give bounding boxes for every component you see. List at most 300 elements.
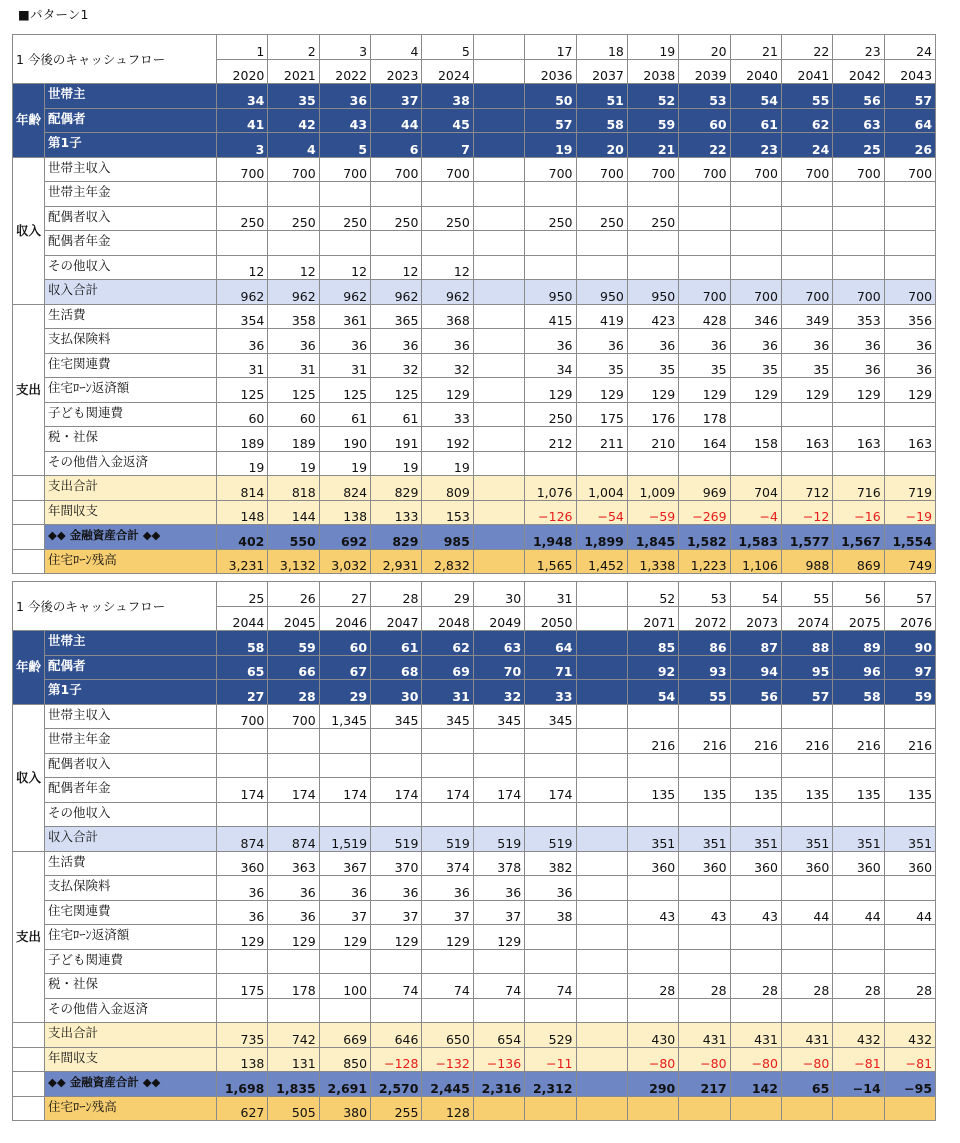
value-cell: 35: [781, 353, 832, 378]
value-cell: 65: [781, 1072, 832, 1097]
value-cell: [833, 231, 884, 256]
value-cell: 51: [576, 84, 627, 109]
value-cell: 191: [371, 427, 422, 452]
value-cell: 125: [371, 378, 422, 403]
value-cell: 36: [371, 876, 422, 901]
value-cell: 700: [884, 280, 935, 305]
value-cell: 28: [679, 974, 730, 999]
value-cell: 87: [730, 631, 781, 656]
value-cell: [576, 655, 627, 680]
value-cell: [627, 949, 678, 974]
value-cell: [319, 802, 370, 827]
year: 2076: [884, 606, 935, 631]
value-cell: −81: [884, 1047, 935, 1072]
row-label: 住宅ﾛｰﾝ返済額: [45, 925, 217, 950]
value-cell: [679, 876, 730, 901]
value-cell: 56: [833, 84, 884, 109]
loan-balance-row: [13, 549, 936, 574]
value-cell: [217, 802, 268, 827]
year: 2038: [627, 59, 678, 84]
value-cell: −269: [679, 500, 730, 525]
value-cell: −12: [781, 500, 832, 525]
value-cell: 36: [268, 876, 319, 901]
value-cell: 432: [833, 1023, 884, 1048]
value-cell: 28: [730, 974, 781, 999]
year: 2046: [319, 606, 370, 631]
value-cell: 148: [217, 500, 268, 525]
value-cell: [473, 427, 524, 452]
value-cell: 19: [422, 451, 473, 476]
value-cell: 351: [730, 827, 781, 852]
value-cell: 59: [627, 108, 678, 133]
year: 2074: [781, 606, 832, 631]
value-cell: 129: [730, 378, 781, 403]
value-cell: 735: [217, 1023, 268, 1048]
value-cell: 95: [781, 655, 832, 680]
value-cell: 35: [268, 84, 319, 109]
value-cell: 356: [884, 304, 935, 329]
value-cell: [884, 402, 935, 427]
value-cell: 829: [371, 525, 422, 550]
value-cell: −80: [730, 1047, 781, 1072]
value-cell: [679, 949, 730, 974]
value-cell: 351: [884, 827, 935, 852]
value-cell: [268, 949, 319, 974]
value-cell: 74: [422, 974, 473, 999]
value-cell: [576, 182, 627, 207]
period-number: 54: [730, 582, 781, 607]
cashflow-table: [12, 581, 936, 1121]
value-cell: 962: [319, 280, 370, 305]
expense-row: [13, 851, 936, 876]
value-cell: 74: [525, 974, 576, 999]
value-cell: 63: [473, 631, 524, 656]
value-cell: 962: [371, 280, 422, 305]
value-cell: [730, 231, 781, 256]
value-cell: 216: [679, 729, 730, 754]
value-cell: [576, 1072, 627, 1097]
value-cell: [833, 451, 884, 476]
value-cell: 43: [679, 900, 730, 925]
value-cell: 175: [217, 974, 268, 999]
value-cell: 19: [268, 451, 319, 476]
expense-row: [13, 304, 936, 329]
value-cell: 34: [525, 353, 576, 378]
income-row: [13, 231, 936, 256]
value-cell: 370: [371, 851, 422, 876]
value-cell: 66: [268, 655, 319, 680]
value-cell: 3,132: [268, 549, 319, 574]
value-cell: 1,452: [576, 549, 627, 574]
income-row: [13, 704, 936, 729]
value-cell: [473, 108, 524, 133]
value-cell: 163: [833, 427, 884, 452]
expense-total-row: [13, 1023, 936, 1048]
value-cell: 950: [525, 280, 576, 305]
value-cell: 704: [730, 476, 781, 501]
value-cell: [730, 753, 781, 778]
value-cell: 874: [268, 827, 319, 852]
value-cell: [473, 378, 524, 403]
value-cell: [627, 998, 678, 1023]
value-cell: [371, 182, 422, 207]
value-cell: 1,519: [319, 827, 370, 852]
row-spacer: [13, 549, 45, 574]
value-cell: 550: [268, 525, 319, 550]
value-cell: [679, 182, 730, 207]
year: 2050: [525, 606, 576, 631]
value-cell: 12: [422, 255, 473, 280]
value-cell: 360: [781, 851, 832, 876]
expense-row: [13, 876, 936, 901]
row-label: 配偶者収入: [45, 753, 217, 778]
row-spacer: [13, 1047, 45, 1072]
row-label: ◆◆ 金融資産合計 ◆◆: [45, 1072, 217, 1097]
expense-row: [13, 402, 936, 427]
period-number: 24: [884, 35, 935, 60]
value-cell: 212: [525, 427, 576, 452]
value-cell: 129: [422, 925, 473, 950]
value-cell: [679, 1096, 730, 1121]
value-cell: 52: [627, 84, 678, 109]
value-cell: [473, 329, 524, 354]
year: 2024: [422, 59, 473, 84]
value-cell: [268, 182, 319, 207]
row-label: 住宅ﾛｰﾝ残高: [45, 549, 217, 574]
value-cell: 962: [268, 280, 319, 305]
value-cell: 1,076: [525, 476, 576, 501]
value-cell: [576, 900, 627, 925]
value-cell: [576, 998, 627, 1023]
value-cell: 60: [217, 402, 268, 427]
value-cell: 135: [679, 778, 730, 803]
period-number: 23: [833, 35, 884, 60]
value-cell: [473, 353, 524, 378]
value-cell: 129: [422, 378, 473, 403]
year: 2043: [884, 59, 935, 84]
value-cell: 12: [268, 255, 319, 280]
row-label: 支払保険料: [45, 329, 217, 354]
value-cell: 829: [371, 476, 422, 501]
value-cell: [576, 255, 627, 280]
value-cell: 36: [627, 329, 678, 354]
income-row: [13, 280, 936, 305]
value-cell: 58: [833, 680, 884, 705]
value-cell: 28: [833, 974, 884, 999]
year: 2049: [473, 606, 524, 631]
value-cell: 129: [833, 378, 884, 403]
row-label: 生活費: [45, 304, 217, 329]
value-cell: [884, 925, 935, 950]
value-cell: 55: [781, 84, 832, 109]
value-cell: [525, 949, 576, 974]
value-cell: 96: [833, 655, 884, 680]
value-cell: [576, 231, 627, 256]
value-cell: 125: [268, 378, 319, 403]
value-cell: 37: [319, 900, 370, 925]
value-cell: 346: [730, 304, 781, 329]
value-cell: −59: [627, 500, 678, 525]
table-title: 1 今後のキャッシュフロー: [13, 35, 217, 84]
value-cell: 1,582: [679, 525, 730, 550]
value-cell: 36: [473, 876, 524, 901]
value-cell: 58: [217, 631, 268, 656]
value-cell: 361: [319, 304, 370, 329]
value-cell: 135: [730, 778, 781, 803]
value-cell: 69: [422, 655, 473, 680]
value-cell: [730, 451, 781, 476]
income-row: [13, 182, 936, 207]
value-cell: [371, 753, 422, 778]
value-cell: 250: [319, 206, 370, 231]
value-cell: [473, 949, 524, 974]
income-row: [13, 753, 936, 778]
value-cell: [576, 680, 627, 705]
row-label: 収入合計: [45, 280, 217, 305]
value-cell: 692: [319, 525, 370, 550]
value-cell: 129: [576, 378, 627, 403]
row-label: 第1子: [45, 680, 217, 705]
value-cell: 129: [627, 378, 678, 403]
row-label: 配偶者年金: [45, 231, 217, 256]
row-label: ◆◆ 金融資産合計 ◆◆: [45, 525, 217, 550]
value-cell: 809: [422, 476, 473, 501]
row-label: その他借入金返済: [45, 998, 217, 1023]
value-cell: 1,567: [833, 525, 884, 550]
value-cell: [833, 206, 884, 231]
value-cell: [525, 925, 576, 950]
value-cell: [627, 753, 678, 778]
value-cell: 63: [833, 108, 884, 133]
value-cell: 7: [422, 133, 473, 158]
value-cell: 646: [371, 1023, 422, 1048]
age-category: 年齢: [13, 631, 45, 705]
year: 2040: [730, 59, 781, 84]
value-cell: 37: [473, 900, 524, 925]
value-cell: 814: [217, 476, 268, 501]
value-cell: 700: [217, 704, 268, 729]
value-cell: 43: [627, 900, 678, 925]
value-cell: 21: [627, 133, 678, 158]
value-cell: [884, 704, 935, 729]
value-cell: 88: [781, 631, 832, 656]
value-cell: [627, 802, 678, 827]
value-cell: 128: [422, 1096, 473, 1121]
value-cell: 36: [884, 353, 935, 378]
value-cell: [422, 729, 473, 754]
value-cell: 192: [422, 427, 473, 452]
value-cell: 36: [525, 876, 576, 901]
header-period-row: [13, 35, 936, 60]
value-cell: [576, 1047, 627, 1072]
value-cell: [473, 549, 524, 574]
value-cell: 216: [781, 729, 832, 754]
value-cell: 250: [525, 402, 576, 427]
value-cell: 28: [884, 974, 935, 999]
value-cell: 67: [319, 655, 370, 680]
value-cell: 351: [627, 827, 678, 852]
value-cell: [627, 451, 678, 476]
value-cell: 61: [371, 402, 422, 427]
value-cell: 869: [833, 549, 884, 574]
period-number: 31: [525, 582, 576, 607]
value-cell: 428: [679, 304, 730, 329]
value-cell: [730, 255, 781, 280]
value-cell: 45: [422, 108, 473, 133]
value-cell: 27: [217, 680, 268, 705]
period-number: 27: [319, 582, 370, 607]
value-cell: 138: [319, 500, 370, 525]
value-cell: 26: [884, 133, 935, 158]
value-cell: 360: [884, 851, 935, 876]
value-cell: [473, 402, 524, 427]
year: 2022: [319, 59, 370, 84]
value-cell: 58: [576, 108, 627, 133]
value-cell: −132: [422, 1047, 473, 1072]
value-cell: 37: [371, 900, 422, 925]
value-cell: 360: [627, 851, 678, 876]
value-cell: [781, 998, 832, 1023]
value-cell: 210: [627, 427, 678, 452]
value-cell: [525, 998, 576, 1023]
value-cell: 28: [268, 680, 319, 705]
value-cell: 35: [576, 353, 627, 378]
value-cell: 129: [525, 378, 576, 403]
value-cell: 217: [679, 1072, 730, 1097]
value-cell: 700: [679, 157, 730, 182]
value-cell: 712: [781, 476, 832, 501]
value-cell: 627: [217, 1096, 268, 1121]
value-cell: 654: [473, 1023, 524, 1048]
value-cell: 969: [679, 476, 730, 501]
value-cell: [319, 998, 370, 1023]
value-cell: 31: [217, 353, 268, 378]
value-cell: 189: [268, 427, 319, 452]
value-cell: [422, 949, 473, 974]
value-cell: [576, 729, 627, 754]
value-cell: [473, 255, 524, 280]
loan-balance-row: [13, 1096, 936, 1121]
value-cell: 31: [319, 353, 370, 378]
value-cell: [473, 133, 524, 158]
row-label: 配偶者年金: [45, 778, 217, 803]
value-cell: 850: [319, 1047, 370, 1072]
value-cell: [679, 998, 730, 1023]
value-cell: 700: [422, 157, 473, 182]
value-cell: [473, 998, 524, 1023]
value-cell: 824: [319, 476, 370, 501]
value-cell: 36: [422, 876, 473, 901]
value-cell: [473, 1096, 524, 1121]
value-cell: 1,345: [319, 704, 370, 729]
income-category: 収入: [13, 157, 45, 304]
value-cell: 59: [884, 680, 935, 705]
value-cell: 89: [833, 631, 884, 656]
value-cell: [884, 255, 935, 280]
value-cell: [473, 84, 524, 109]
value-cell: 419: [576, 304, 627, 329]
value-cell: [576, 802, 627, 827]
year: 2042: [833, 59, 884, 84]
row-label: 配偶者: [45, 655, 217, 680]
value-cell: [781, 231, 832, 256]
value-cell: 94: [730, 655, 781, 680]
value-cell: 36: [781, 329, 832, 354]
value-cell: 2,570: [371, 1072, 422, 1097]
year: 2041: [781, 59, 832, 84]
value-cell: 36: [884, 329, 935, 354]
period-number: 18: [576, 35, 627, 60]
value-cell: 368: [422, 304, 473, 329]
value-cell: 38: [422, 84, 473, 109]
period-number: 5: [422, 35, 473, 60]
value-cell: 33: [422, 402, 473, 427]
period-number: 25: [217, 582, 268, 607]
value-cell: 700: [781, 157, 832, 182]
value-cell: 32: [422, 353, 473, 378]
value-cell: 164: [679, 427, 730, 452]
value-cell: 430: [627, 1023, 678, 1048]
expense-total-row: [13, 476, 936, 501]
value-cell: [627, 231, 678, 256]
value-cell: 93: [679, 655, 730, 680]
value-cell: [371, 949, 422, 974]
value-cell: [833, 402, 884, 427]
value-cell: [884, 206, 935, 231]
value-cell: 36: [525, 329, 576, 354]
value-cell: 190: [319, 427, 370, 452]
value-cell: 35: [730, 353, 781, 378]
value-cell: [473, 231, 524, 256]
value-cell: 35: [627, 353, 678, 378]
value-cell: 700: [371, 157, 422, 182]
value-cell: [319, 729, 370, 754]
value-cell: 360: [833, 851, 884, 876]
expense-row: [13, 925, 936, 950]
value-cell: 90: [884, 631, 935, 656]
value-cell: [781, 704, 832, 729]
value-cell: [730, 206, 781, 231]
value-cell: 129: [781, 378, 832, 403]
value-cell: [525, 1096, 576, 1121]
value-cell: 71: [525, 655, 576, 680]
expense-row: [13, 353, 936, 378]
value-cell: 12: [319, 255, 370, 280]
value-cell: 431: [730, 1023, 781, 1048]
expense-row: [13, 427, 936, 452]
expense-row: [13, 900, 936, 925]
expense-row: [13, 998, 936, 1023]
income-row: [13, 802, 936, 827]
value-cell: [525, 182, 576, 207]
value-cell: 700: [627, 157, 678, 182]
value-cell: 64: [884, 108, 935, 133]
row-label: 配偶者: [45, 108, 217, 133]
value-cell: [525, 451, 576, 476]
income-row: [13, 206, 936, 231]
value-cell: 54: [730, 84, 781, 109]
value-cell: [627, 925, 678, 950]
value-cell: 129: [473, 925, 524, 950]
value-cell: 36: [268, 900, 319, 925]
value-cell: [884, 231, 935, 256]
value-cell: 36: [319, 329, 370, 354]
value-cell: 129: [679, 378, 730, 403]
value-cell: [730, 925, 781, 950]
value-cell: 1,583: [730, 525, 781, 550]
expense-row: [13, 974, 936, 999]
value-cell: 36: [371, 329, 422, 354]
